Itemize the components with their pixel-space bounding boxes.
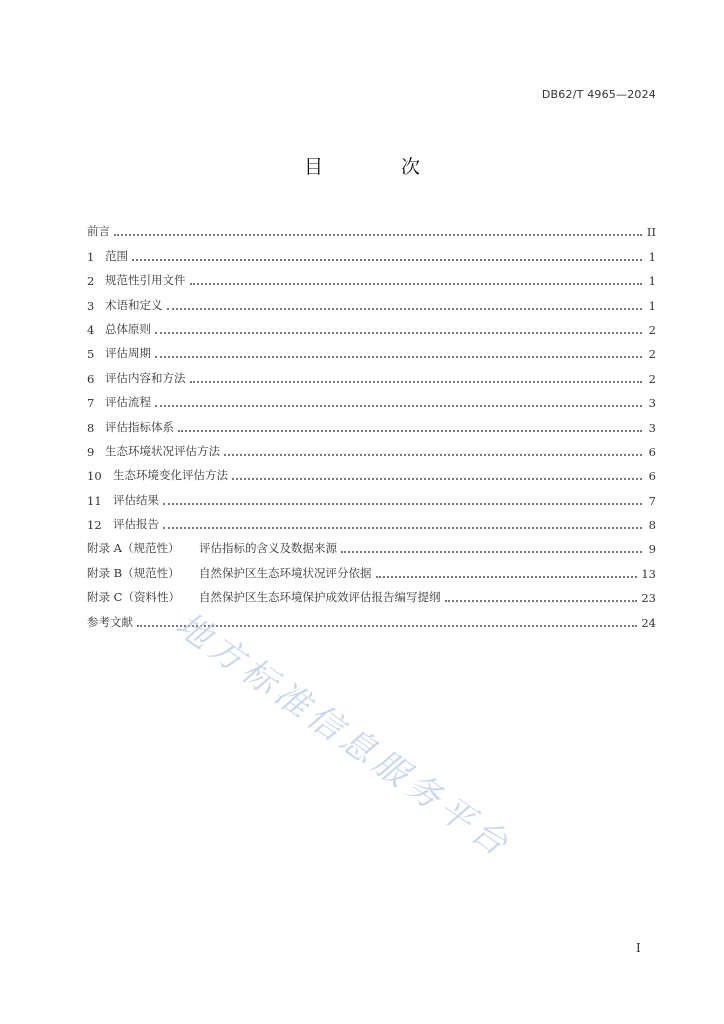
toc-entry-page: 3	[648, 396, 656, 411]
toc-dot-leader	[155, 355, 642, 358]
toc-entry-number: 4	[87, 322, 95, 337]
toc-entry-number: 5	[87, 347, 95, 362]
toc-dot-leader	[224, 453, 642, 456]
toc-entry-page: 13	[641, 566, 656, 581]
toc-entry-label: 评估结果	[113, 492, 159, 507]
toc-entry[interactable]	[87, 532, 656, 556]
toc-dot-leader	[114, 233, 642, 236]
toc-entry-page: 9	[648, 542, 656, 557]
toc-entry-label: 自然保护区生态环境保护成效评估报告编写提纲	[199, 590, 441, 605]
toc-dot-leader	[232, 477, 642, 480]
toc-entry-number: 附录 C（资料性）	[87, 590, 180, 605]
toc-entry-label: 范围	[105, 248, 128, 263]
toc-entry[interactable]	[87, 215, 656, 239]
toc-entry-number: 1	[87, 249, 95, 264]
toc-entry-page: 1	[648, 298, 656, 313]
toc-dot-leader	[376, 575, 638, 578]
toc-entry-page: 2	[648, 347, 656, 362]
toc-entry-page: 3	[648, 420, 656, 435]
toc-dot-leader	[445, 599, 638, 602]
page-number: I	[636, 941, 641, 955]
toc-entry-label: 自然保护区生态环境状况评分依据	[199, 565, 372, 580]
toc-dot-leader	[155, 331, 642, 334]
toc-entry-number: 12	[87, 518, 102, 533]
toc-entry-page: 2	[648, 322, 656, 337]
toc-dot-leader	[132, 258, 642, 261]
toc-dot-leader	[163, 526, 642, 529]
toc-entry-page: 23	[641, 591, 656, 606]
toc-entry-page: 8	[648, 518, 656, 533]
toc-entry-number: 10	[87, 469, 102, 484]
toc-entry-number: 7	[87, 396, 95, 411]
toc-entry[interactable]	[87, 361, 656, 385]
toc-entry-label: 生态环境状况评估方法	[105, 443, 220, 458]
toc-entry[interactable]	[87, 508, 656, 532]
standard-code: DB62/T 4965—2024	[541, 88, 656, 101]
toc-entry-page: 1	[648, 274, 656, 289]
toc-dot-leader	[190, 282, 643, 285]
toc-entry-number: 8	[87, 420, 95, 435]
toc-entry-label: 评估内容和方法	[105, 370, 186, 385]
toc-dot-leader	[167, 307, 643, 310]
toc-entry-number: 附录 A（规范性）	[87, 541, 180, 556]
toc-entry-label: 评估流程	[105, 395, 151, 410]
toc-entry-label: 评估指标的含义及数据来源	[199, 541, 337, 556]
toc-entry-page: 1	[648, 249, 656, 264]
toc-entry-label: 术语和定义	[105, 297, 163, 312]
toc-entry[interactable]	[87, 459, 656, 483]
toc-entry[interactable]	[87, 581, 656, 605]
toc-entry[interactable]	[87, 386, 656, 410]
toc-entry-page: II	[646, 225, 656, 240]
toc-entry[interactable]	[87, 288, 656, 312]
table-of-contents	[87, 215, 656, 630]
toc-entry[interactable]	[87, 239, 656, 263]
toc-entry[interactable]	[87, 556, 656, 580]
watermark: 地方标准信息服务平台	[168, 604, 520, 867]
toc-entry-number: 2	[87, 274, 95, 289]
toc-entry-label: 生态环境变化评估方法	[113, 468, 228, 483]
toc-dot-leader	[178, 429, 642, 432]
toc-entry-label: 总体原则	[105, 321, 151, 336]
toc-entry-label: 规范性引用文件	[105, 273, 186, 288]
toc-dot-leader	[341, 550, 642, 553]
toc-entry[interactable]	[87, 605, 656, 629]
toc-entry[interactable]	[87, 337, 656, 361]
toc-entry-label: 前言	[87, 224, 110, 239]
toc-entry-number: 附录 B（规范性）	[87, 565, 180, 580]
toc-entry-label: 评估报告	[113, 517, 159, 532]
toc-entry-number: 3	[87, 298, 95, 313]
toc-entry[interactable]	[87, 435, 656, 459]
toc-entry-number: 11	[87, 493, 102, 508]
toc-dot-leader	[190, 380, 643, 383]
toc-dot-leader	[155, 404, 642, 407]
toc-dot-leader	[163, 502, 642, 505]
toc-entry-label: 参考文献	[87, 614, 133, 629]
toc-entry[interactable]	[87, 410, 656, 434]
toc-entry[interactable]	[87, 313, 656, 337]
toc-entry-label: 评估周期	[105, 346, 151, 361]
toc-entry-page: 6	[648, 444, 656, 459]
toc-entry-page: 7	[648, 493, 656, 508]
toc-title: 目 次	[303, 156, 457, 178]
toc-entry-number: 9	[87, 444, 95, 459]
toc-entry-number: 6	[87, 371, 95, 386]
toc-entry[interactable]	[87, 483, 656, 507]
toc-entry[interactable]	[87, 264, 656, 288]
toc-entry-page: 2	[648, 371, 656, 386]
toc-entry-label: 评估指标体系	[105, 419, 174, 434]
toc-dot-leader	[137, 624, 637, 627]
toc-entry-page: 24	[641, 615, 656, 630]
toc-entry-page: 6	[648, 469, 656, 484]
